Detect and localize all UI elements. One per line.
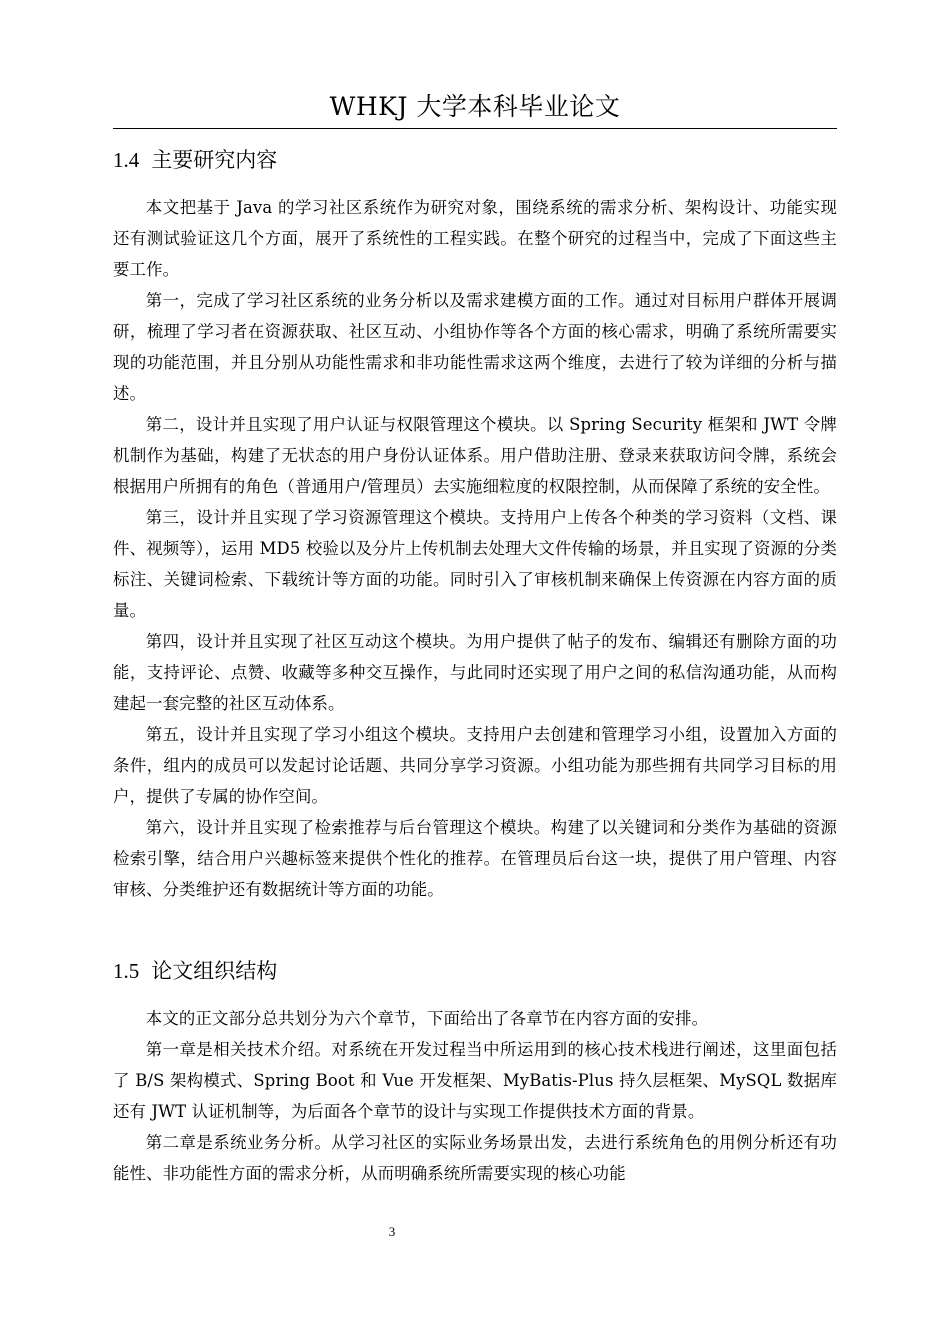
section-body-1-5 (113, 1003, 837, 1189)
paragraph: 第一章是相关技术介绍。对系统在开发过程当中所运用到的核心技术栈进行阐述，这里面包括了 B/S 架构模式、Spring Boot 和 Vue 开发框架、MyBatis-Plus 持久层框架、MySQL 数据库还有 JWT 认证机制等，为后面各个章节的设计与实现工作提供技术方面的背景。 (113, 1040, 837, 1121)
section-heading-1-4 (113, 145, 837, 175)
section-number: 1.4 (113, 148, 140, 172)
paragraph: 第二，设计并且实现了用户认证与权限管理这个模块。以 Spring Security 框架和 JWT 令牌机制作为基础，构建了无状态的用户身份认证体系。用户借助注册、登录来获取访问令牌，系统会根据用户所拥有的角色（普通用户/管理员）去实施细粒度的权限控制，从而保障了系统的安全性。 (113, 415, 837, 496)
section-title: 主要研究内容 (151, 148, 278, 172)
paragraph: 第六，设计并且实现了检索推荐与后台管理这个模块。构建了以关键词和分类作为基础的资源检索引擎，结合用户兴趣标签来提供个性化的推荐。在管理员后台这一块，提供了用户管理、内容审核、分类维护还有数据统计等方面的功能。 (113, 818, 837, 899)
paragraph: 本文把基于 Java 的学习社区系统作为研究对象，围绕系统的需求分析、架构设计、功能实现还有测试验证这几个方面，展开了系统性的工程实践。在整个研究的过程当中，完成了下面这些主要工作。 (113, 198, 837, 279)
paragraph: 第二章是系统业务分析。从学习社区的实际业务场景出发，去进行系统角色的用例分析还有功能性、非功能性方面的需求分析，从而明确系统所需要实现的核心功能 (113, 1133, 837, 1183)
section-heading-1-5 (113, 956, 837, 986)
header-rule (113, 128, 837, 129)
section-number: 1.5 (113, 959, 140, 983)
page-number: 3 (388, 1224, 396, 1239)
paragraph: 第三，设计并且实现了学习资源管理这个模块。支持用户上传各个种类的学习资料（文档、课件、视频等），运用 MD5 校验以及分片上传机制去处理大文件传输的场景，并且实现了资源的分类标注、关键词检索、下载统计等方面的功能。同时引入了审核机制来确保上传资源在内容方面的质量。 (113, 508, 837, 620)
paragraph: 第五，设计并且实现了学习小组这个模块。支持用户去创建和管理学习小组，设置加入方面的条件，组内的成员可以发起讨论话题、共同分享学习资源。小组功能为那些拥有共同学习目标的用户，提供了专属的协作空间。 (113, 725, 837, 806)
paragraph: 第四，设计并且实现了社区互动这个模块。为用户提供了帖子的发布、编辑还有删除方面的功能，支持评论、点赞、收藏等多种交互操作，与此同时还实现了用户之间的私信沟通功能，从而构建起一套完整的社区互动体系。 (113, 632, 837, 713)
section-body-1-4 (113, 192, 837, 905)
section-title: 论文组织结构 (151, 959, 278, 983)
paragraph: 本文的正文部分总共划分为六个章节，下面给出了各章节在内容方面的安排。 (145, 1009, 709, 1028)
running-header: WHKJ 大学本科毕业论文 (329, 92, 621, 121)
paragraph: 第一，完成了学习社区系统的业务分析以及需求建模方面的工作。通过对目标用户群体开展调研，梳理了学习者在资源获取、社区互动、小组协作等各个方面的核心需求，明确了系统所需要实现的功能范围，并且分别从功能性需求和非功能性需求这两个维度，去进行了较为详细的分析与描述。 (113, 291, 837, 403)
